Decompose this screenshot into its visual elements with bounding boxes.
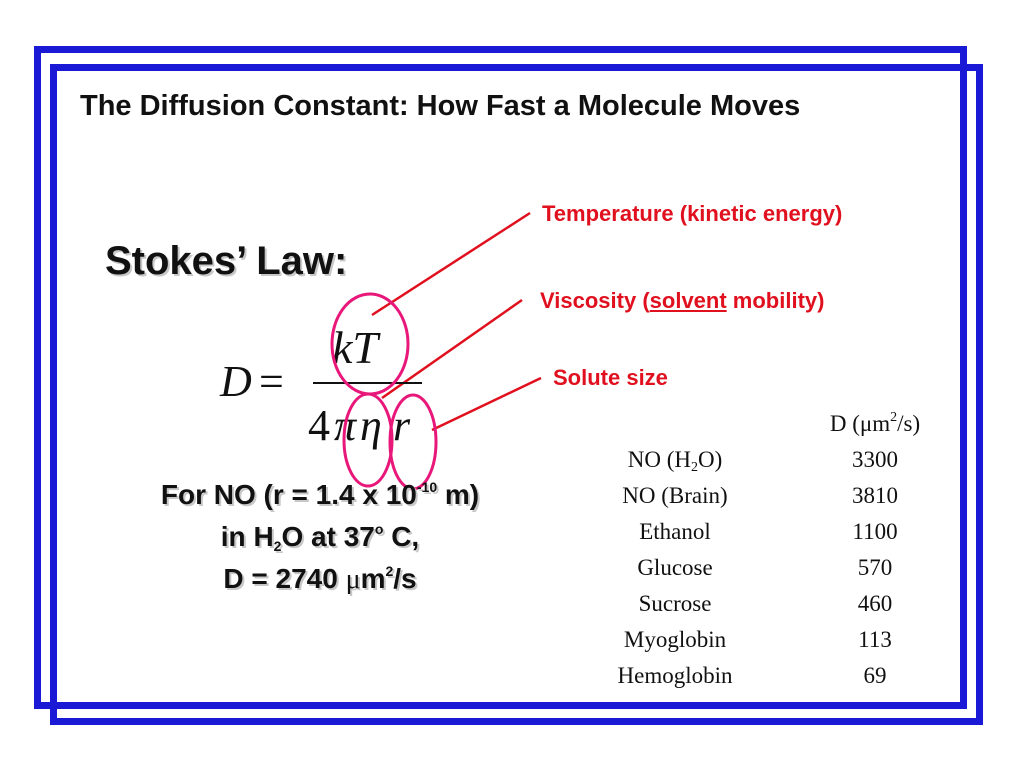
table-header-row <box>590 406 990 442</box>
formula-numerator: kT <box>332 322 378 373</box>
stokes-law-heading: Stokes’ Law: <box>105 239 348 283</box>
table-cell-name: Sucrose <box>638 591 712 616</box>
slide-title: The Diffusion Constant: How Fast a Molecule Moves <box>80 90 801 122</box>
no-example-line3: D = 2740 $\mu m^2/s$ <box>223 563 417 595</box>
table-cell-value: 69 <box>863 663 887 688</box>
table-row <box>590 586 990 622</box>
table-row <box>590 550 990 586</box>
temperature-annotation: Temperature (kinetic energy) <box>542 201 843 226</box>
formula-equals: = <box>259 357 284 406</box>
table-cell-value: 3300 <box>852 447 898 472</box>
table-cell-name: NO (Brain) <box>622 483 728 508</box>
table-row <box>590 514 990 550</box>
table-cell-name: Hemoglobin <box>617 663 733 688</box>
viscosity-solvent: solvent <box>649 288 727 313</box>
table-cell-name: Ethanol <box>639 519 711 544</box>
table-cell-name: NO $(H_2O)$ <box>627 447 723 475</box>
no-example-line2: in $H_2O$ at 37$^o$ C, <box>220 521 420 554</box>
table-cell-name: Myoglobin <box>623 627 727 652</box>
table-header-d: D $(\mu m^2/s)$ <box>829 410 921 436</box>
viscosity-annotation <box>540 288 824 314</box>
formula-eta: η <box>360 401 382 450</box>
table-row <box>590 658 990 694</box>
table-row <box>590 442 990 478</box>
viscosity-prefix: Viscosity ( <box>540 288 650 313</box>
no-example-line1: For NO (r = 1.4 x $10^{-10}$ m) <box>160 479 480 510</box>
table-row <box>590 478 990 514</box>
table-cell-value: 113 <box>858 627 892 652</box>
table-cell-value: 460 <box>857 591 893 616</box>
formula-d: D <box>220 357 252 406</box>
no-example <box>100 474 540 601</box>
formula-r: r <box>393 401 411 450</box>
formula-four: 4 <box>308 401 330 450</box>
table-row <box>590 622 990 658</box>
temperature-connector-line <box>372 213 530 315</box>
formula-pi: π <box>334 401 357 450</box>
solute-annotation: Solute size <box>553 365 668 390</box>
table-cell-value: 1100 <box>852 519 898 544</box>
table-cell-value: 3810 <box>852 483 898 508</box>
viscosity-suffix: mobility) <box>726 288 825 313</box>
table-cell-value: 570 <box>857 555 893 580</box>
table-cell-name: Glucose <box>637 555 713 580</box>
solute-connector-line <box>432 378 541 430</box>
diffusion-table <box>590 406 990 694</box>
